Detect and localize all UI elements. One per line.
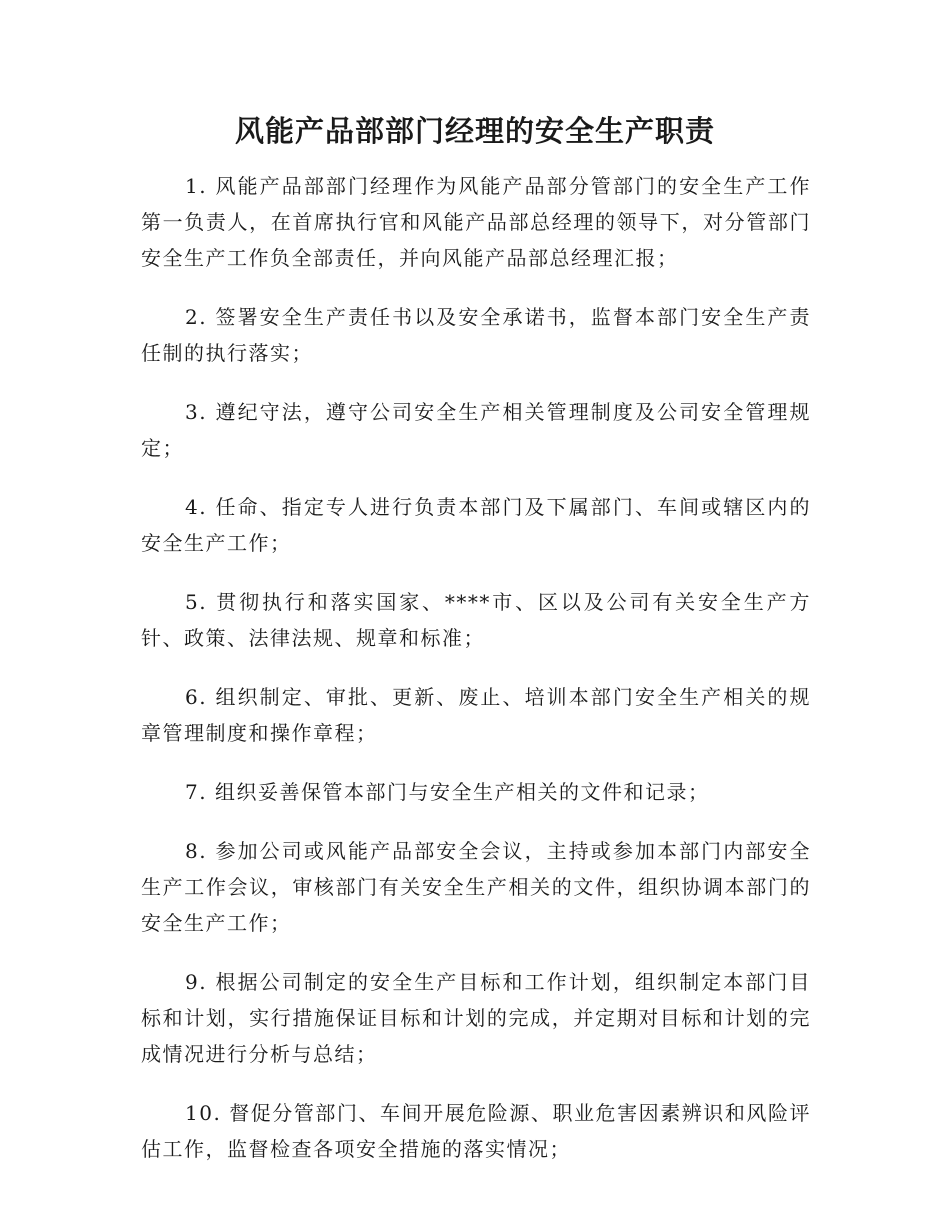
list-item: 3. 遵纪守法，遵守公司安全生产相关管理制度及公司安全管理规定；: [141, 400, 811, 460]
list-item: 4. 任命、指定专人进行负责本部门及下属部门、车间或辖区内的安全生产工作；: [141, 495, 811, 555]
list-item: 2. 签署安全生产责任书以及安全承诺书，监督本部门安全生产责任制的执行落实；: [141, 305, 811, 365]
page-title: 风能产品部部门经理的安全生产职责: [234, 114, 715, 148]
list-item: 10. 督促分管部门、车间开展危险源、职业危害因素辨识和风险评估工作，监督检查各项安全措施的落实情况；: [141, 1101, 811, 1161]
list-item: 8. 参加公司或风能产品部安全会议，主持或参加本部门内部安全生产工作会议，审核部门有关安全生产相关的文件，组织协调本部门的安全生产工作；: [141, 839, 811, 935]
list-item: 9. 根据公司制定的安全生产目标和工作计划，组织制定本部门目标和计划，实行措施保证目标和计划的完成，并定期对目标和计划的完成情况进行分析与总结；: [141, 970, 811, 1066]
list-item: 1. 风能产品部部门经理作为风能产品部分管部门的安全生产工作第一负责人，在首席执行官和风能产品部总经理的领导下，对分管部门安全生产工作负全部责任，并向风能产品部总经理汇报；: [141, 174, 811, 270]
list-item: 5. 贯彻执行和落实国家、****市、区以及公司有关安全生产方针、政策、法律法规、规章和标准；: [141, 590, 811, 650]
responsibility-list: [141, 168, 811, 1190]
list-item: 6. 组织制定、审批、更新、废止、培训本部门安全生产相关的规章管理制度和操作章程；: [141, 685, 811, 745]
list-item: 7. 组织妥善保管本部门与安全生产相关的文件和记录；: [185, 780, 710, 804]
